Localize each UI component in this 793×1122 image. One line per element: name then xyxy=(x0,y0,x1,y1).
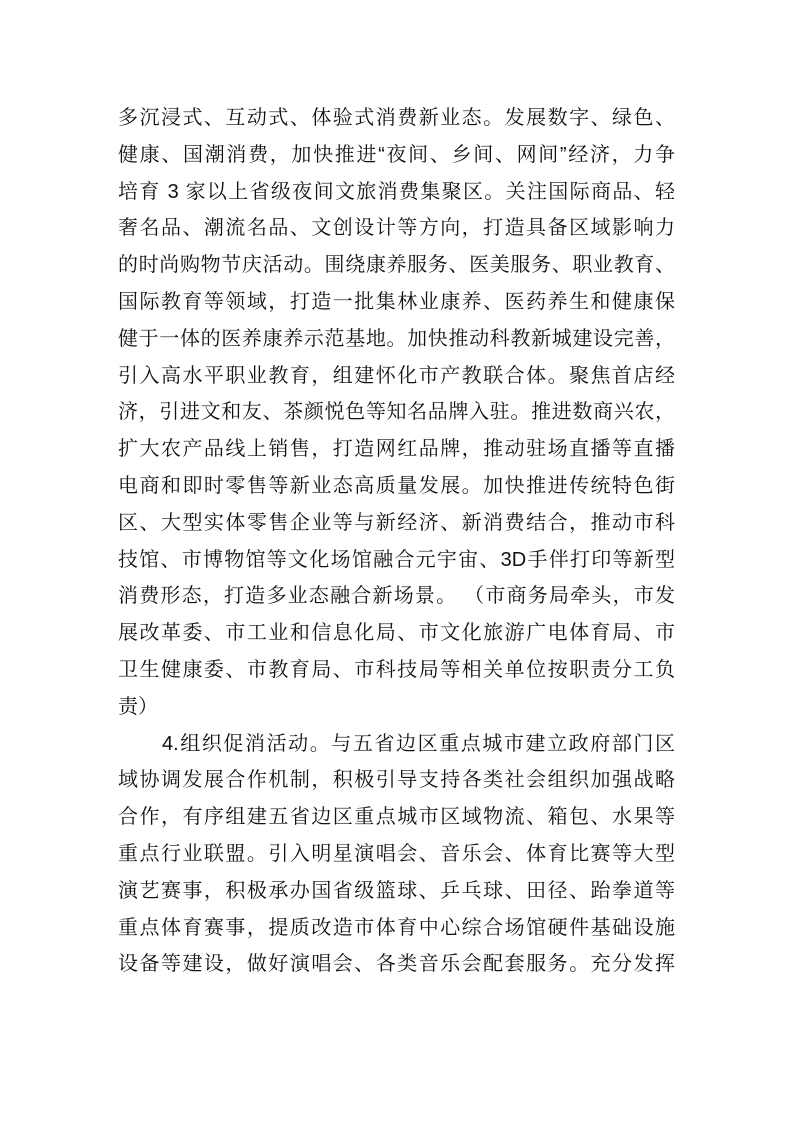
paragraph-1-line-16: 卫生健康委、市教育局、市科技局等相关单位按职责分工负 xyxy=(118,658,675,681)
paragraph-1-line-9: 济，引进文和友、茶颜悦色等知名品牌入驻。推进数商兴农， xyxy=(118,401,675,424)
paragraph-2-line-7: 设备等建设，做好演唱会、各类音乐会配套服务。充分发挥 xyxy=(118,953,675,976)
paragraph-1-line-3: 培育 3 家以上省级夜间文旅消费集聚区。关注国际商品、轻 xyxy=(118,180,675,203)
paragraph-2-line-5: 演艺赛事，积极承办国省级篮球、乒乓球、田径、跆拳道等 xyxy=(118,879,675,902)
paragraph-1-line-4: 奢名品、潮流名品、文创设计等方向，打造具备区域影响力 xyxy=(118,217,675,240)
paragraph-1-line-11: 电商和即时零售等新业态高质量发展。加快推进传统特色街 xyxy=(118,474,675,497)
paragraph-2-line-6: 重点体育赛事，提质改造市体育中心综合场馆硬件基础设施 xyxy=(118,916,675,939)
paragraph-2-line-4: 重点行业联盟。引入明星演唱会、音乐会、体育比赛等大型 xyxy=(118,842,675,865)
paragraph-2-line-1: 4.组织促消活动。与五省边区重点城市建立政府部门区 xyxy=(162,732,675,755)
paragraph-1-line-7: 健于一体的医养康养示范基地。加快推动科教新城建设完善， xyxy=(118,327,675,350)
paragraph-2-line-2: 域协调发展合作机制，积极引导支持各类社会组织加强战略 xyxy=(118,769,675,792)
document-text-block xyxy=(118,100,675,983)
paragraph-1-line-14: 消费形态，打造多业态融合新场景。 （市商务局牵头，市发 xyxy=(118,585,675,608)
paragraph-1-line-6: 国际教育等领域，打造一批集林业康养、医药养生和健康保 xyxy=(118,290,675,313)
paragraph-1-line-5: 的时尚购物节庆活动。围绕康养服务、医美服务、职业教育、 xyxy=(118,254,675,277)
paragraph-1-line-10: 扩大农产品线上销售，打造网红品牌，推动驻场直播等直播 xyxy=(118,438,675,461)
paragraph-1-line-12: 区、大型实体零售企业等与新经济、新消费结合，推动市科 xyxy=(118,511,675,534)
paragraph-1-line-2: 健康、国潮消费，加快推进“夜间、乡间、网间”经济，力争 xyxy=(118,143,675,166)
paragraph-1-line-17: 责） xyxy=(118,695,158,718)
paragraph-2-line-3: 合作，有序组建五省边区重点城市区域物流、箱包、水果等 xyxy=(118,806,675,829)
paragraph-1-line-15: 展改革委、市工业和信息化局、市文化旅游广电体育局、市 xyxy=(118,622,675,645)
paragraph-1-line-8: 引入高水平职业教育，组建怀化市产教联合体。聚焦首店经 xyxy=(118,364,675,387)
paragraph-1-line-1: 多沉浸式、互动式、体验式消费新业态。发展数字、绿色、 xyxy=(118,107,675,129)
paragraph-1-line-13: 技馆、市博物馆等文化场馆融合元宇宙、3D手伴打印等新型 xyxy=(118,548,675,571)
